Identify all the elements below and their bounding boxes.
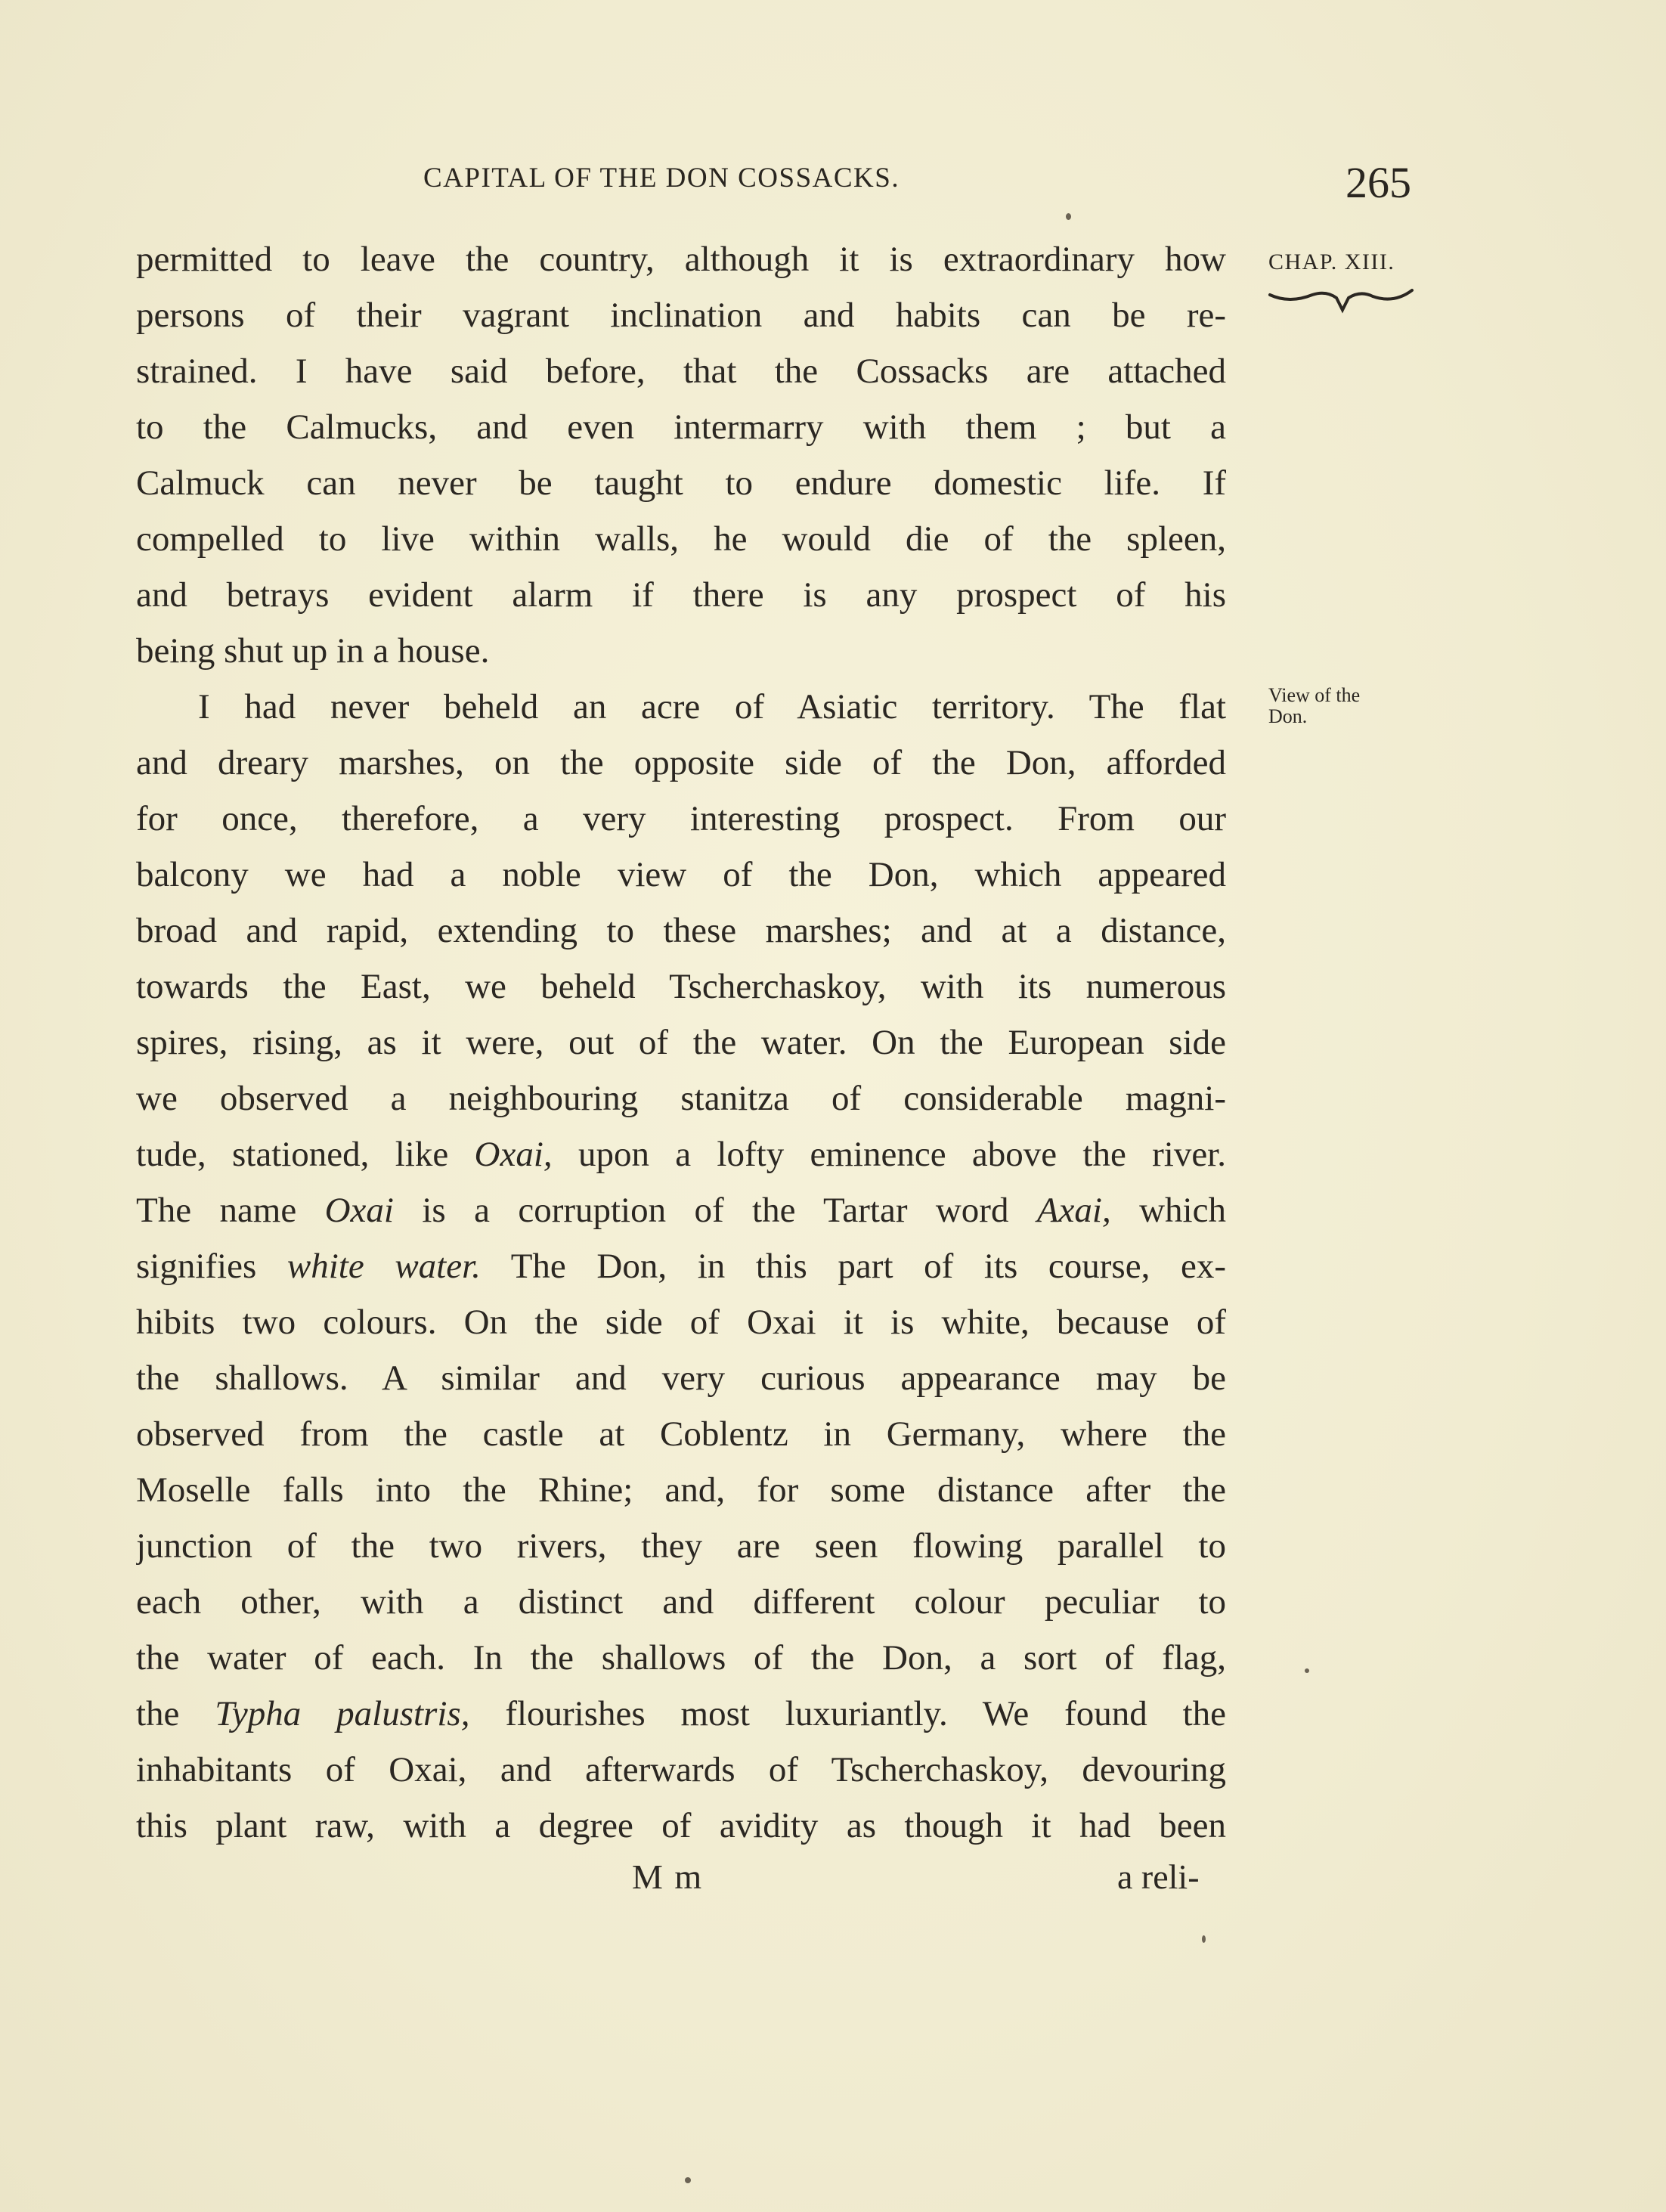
text-line-with-italics — [136, 1238, 1226, 1294]
text-line: this plant raw, with a degree of avidity as though it had been — [136, 1806, 1226, 1845]
text-line: inhabitants of Oxai, and afterwards of Tscherchaskoy, devouring — [136, 1750, 1226, 1789]
paper-speck — [1202, 1935, 1206, 1943]
text-run: the — [136, 1694, 215, 1733]
italic-run: Oxai — [324, 1191, 394, 1230]
paragraph-start-line: I had never beheld an acre of Asiatic territory. The flat — [198, 687, 1226, 726]
text-run: The Don, in this part of its course, ex- — [480, 1247, 1226, 1286]
paragraph-end-line: being shut up in a house. — [136, 631, 490, 671]
paper-speck — [685, 2177, 691, 2183]
text-line: towards the East, we beheld Tscherchaskoy, with its numerous — [136, 967, 1226, 1006]
text-line: for once, therefore, a very interesting prospect. From our — [136, 799, 1226, 838]
text-run: tude, stationed, like — [136, 1135, 475, 1174]
text-line: and dreary marshes, on the opposite side of the Don, afforded — [136, 743, 1226, 782]
ornamental-flourish — [1267, 284, 1415, 314]
text-line: Moselle falls into the Rhine; and, for some distance after the — [136, 1470, 1226, 1510]
text-line: the shallows. A similar and very curious appearance may be — [136, 1358, 1226, 1398]
italic-run: Axai, — [1036, 1191, 1111, 1230]
side-note-line-2: Don. — [1268, 705, 1308, 727]
text-line: strained. I have said before, that the Cossacks are attached — [136, 352, 1226, 391]
catchword: a reli- — [1117, 1857, 1200, 1896]
text-line: to the Calmucks, and even intermarry with them ; but a — [136, 407, 1226, 447]
text-run: The name — [136, 1191, 325, 1230]
page-number: 265 — [1345, 158, 1411, 207]
text-line: Calmuck can never be taught to endure domestic life. If — [136, 463, 1226, 503]
text-line: balcony we had a noble view of the Don, which appeared — [136, 855, 1226, 894]
text-line-with-italics — [136, 1126, 1226, 1182]
text-run: upon a lofty eminence above the river. — [552, 1135, 1226, 1174]
text-line: spires, rising, as it were, out of the water. On the European side — [136, 1023, 1226, 1062]
text-line: junction of the two rivers, they are seen flowing parallel to — [136, 1526, 1226, 1566]
text-line: hibits two colours. On the side of Oxai it is white, because of — [136, 1303, 1226, 1342]
text-run: flourishes most luxuriantly. We found the — [469, 1694, 1226, 1733]
body-text — [136, 231, 1226, 1854]
chapter-marginal-note: CHAP. XIII. — [1268, 249, 1395, 274]
signature-mark: M m — [632, 1857, 704, 1896]
side-note-line-1: View of the — [1268, 684, 1361, 706]
text-line: we observed a neighbouring stanitza of considerable magni- — [136, 1079, 1226, 1118]
text-run: is a corruption of the Tartar word — [393, 1191, 1037, 1230]
italic-run: Oxai, — [474, 1135, 553, 1174]
italic-run: Typha palustris, — [215, 1694, 470, 1733]
text-line: persons of their vagrant inclination and habits can be re- — [136, 296, 1226, 335]
view-of-the-don-marginal-note — [1268, 685, 1360, 727]
text-line: and betrays evident alarm if there is any prospect of his — [136, 575, 1226, 615]
text-line-with-italics — [136, 1182, 1226, 1238]
text-line: each other, with a distinct and different colour peculiar to — [136, 1582, 1226, 1622]
text-line: broad and rapid, extending to these marshes; and at a distance, — [136, 911, 1226, 950]
paper-speck — [1305, 1668, 1309, 1673]
text-line: observed from the castle at Coblentz in Germany, where the — [136, 1414, 1226, 1454]
text-line: compelled to live within walls, he would die of the spleen, — [136, 519, 1226, 559]
text-line: permitted to leave the country, although it is extraordinary how — [136, 240, 1226, 279]
text-line-with-italics — [136, 1686, 1226, 1742]
italic-run: white water. — [286, 1247, 481, 1286]
text-run: signifies — [136, 1247, 287, 1286]
running-title: CAPITAL OF THE DON COSSACKS. — [423, 163, 900, 194]
text-line: the water of each. In the shallows of the Don, a sort of flag, — [136, 1638, 1226, 1678]
text-run: which — [1110, 1191, 1226, 1230]
paper-speck — [1066, 213, 1071, 220]
